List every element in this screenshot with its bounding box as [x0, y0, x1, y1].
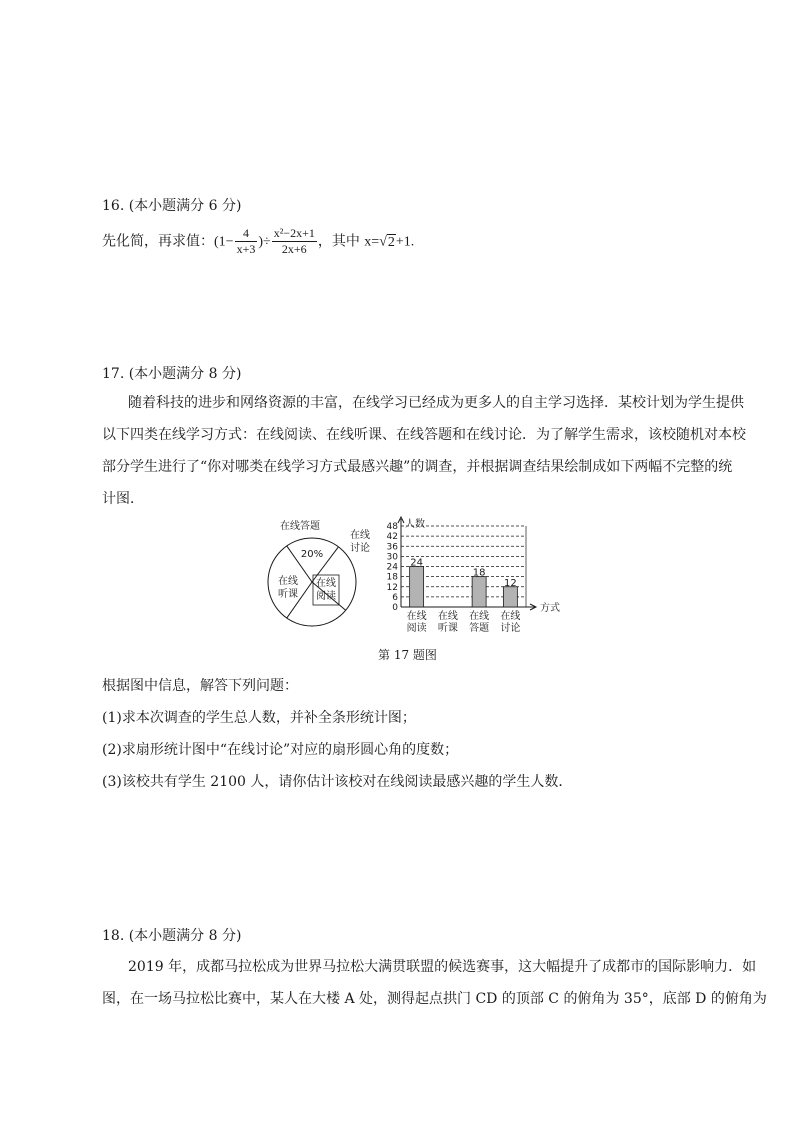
q16-tail-var: x=	[364, 234, 380, 250]
q17-question-3: (3)该校共有学生 2100 人，请你估计该校对在线阅读最感兴趣的学生人数．	[102, 774, 573, 790]
x-axis-label: 方式	[540, 603, 560, 614]
x-tick-3-line-1: 在线	[469, 611, 490, 622]
q17-header: 17. (本小题满分 8 分)	[102, 366, 242, 382]
x-tick-1-line-2: 阅读	[406, 623, 427, 634]
q17-para-line-1: 随着科技的进步和网络资源的丰富，在线学习已经成为更多人的自主学习选择．某校计划为学生提供	[128, 395, 744, 411]
q16-sqrt-radicand: 2	[387, 234, 395, 250]
pie-percent-label-1: 20%	[300, 549, 324, 560]
q17-question-2: (2)求扇形统计图中“在线讨论”对应的扇形圆心角的度数；	[102, 742, 459, 758]
y-tick-3: 12	[386, 582, 398, 593]
q17-para-line-2: 以下四类在线学习方式：在线阅读、在线听课、在线答题和在线讨论．为了解学生需求，该校随机对本校	[102, 427, 746, 443]
q16-f1-num: 4	[235, 226, 258, 242]
x-tick-4-line-1: 在线	[500, 611, 521, 622]
q17-questions-intro: 根据图中信息，解答下列问题：	[102, 678, 298, 694]
y-tick-1: 0	[392, 603, 398, 613]
q17-para-line-4: 计图．	[102, 491, 144, 507]
bar-1	[410, 567, 424, 608]
x-tick-3-line-2: 答题	[469, 623, 490, 634]
q17-para-line-3: 部分学生进行了“你对哪类在线学习方式最感兴趣”的调查，并根据调查结果绘制成如下两幅不完整的统	[102, 459, 733, 475]
bar-value-label-3: 18	[472, 567, 486, 579]
q16-header: 16. (本小题满分 6 分)	[102, 198, 242, 214]
q16-f1-den: x+3	[236, 242, 256, 256]
y-tick-7: 36	[386, 542, 398, 553]
q16-fraction-1	[235, 226, 258, 257]
q16-fraction-2	[272, 226, 317, 257]
pie-label-2-line-1: 在线	[350, 530, 370, 541]
y-tick-6: 30	[386, 552, 398, 563]
pie-labels	[278, 519, 370, 605]
q18-header: 18. (本小题满分 8 分)	[102, 928, 242, 944]
bar-ticks	[387, 522, 399, 613]
bar-value-label-4: 12	[504, 577, 517, 589]
pie-label-3-line-2: 阅读	[316, 591, 336, 602]
q16-f2-den: 2x+6	[281, 242, 307, 256]
pie-slice-divider-4	[287, 582, 312, 618]
bar-4	[503, 587, 517, 607]
q16-sqrt-sign: √	[379, 234, 387, 250]
x-tick-2-line-1: 在线	[437, 611, 458, 622]
q18-para-line-2: 图，在一场马拉松比赛中，某人在大楼 A 处，测得起点拱门 CD 的顶部 C 的俯角为 35°，底部 D 的俯角为	[102, 991, 767, 1007]
y-tick-4: 18	[386, 572, 398, 583]
q16-prompt: 先化简，再求值：	[102, 233, 214, 250]
bar-chart	[360, 516, 570, 640]
q16-tail-b: +1.	[395, 234, 415, 250]
pie-label-3-line-1: 在线	[316, 578, 336, 589]
q17-question-1: (1)求本次调查的学生总人数，并补全条形统计图；	[102, 710, 416, 726]
q18-para-line-1: 2019 年，成都马拉松成为世界马拉松大满贯联盟的候选赛事，这大幅提升了成都市的国际影响力．如	[128, 959, 757, 975]
pie-label-4-line-2: 听课	[278, 589, 298, 600]
figure-caption: 第 17 题图	[378, 648, 437, 662]
y-tick-9: 48	[386, 522, 398, 532]
q16-expression	[102, 226, 414, 257]
pie-label-2-line-2: 讨论	[350, 543, 370, 554]
x-tick-1-line-1: 在线	[406, 611, 427, 622]
q16-open: (1−	[214, 234, 234, 250]
bar-categories	[407, 609, 521, 634]
y-tick-2: 6	[392, 592, 398, 603]
y-tick-5: 24	[386, 562, 398, 573]
x-tick-4-line-2: 讨论	[500, 623, 521, 634]
bar-value-label-1: 24	[410, 557, 423, 569]
bar-3	[472, 577, 486, 607]
y-axis-label: 人数	[405, 519, 425, 530]
bar-marks	[410, 558, 518, 608]
q16-f2-num: x²−2x+1	[273, 226, 315, 240]
pie-label-4-line-1: 在线	[278, 576, 298, 587]
y-tick-8: 42	[386, 532, 398, 543]
q16-close-div: )÷	[258, 234, 271, 250]
x-tick-2-line-2: 听课	[437, 623, 458, 634]
pie-label-1-line-1: 在线答题	[280, 521, 320, 532]
q16-tail-a: ，其中	[317, 233, 365, 250]
